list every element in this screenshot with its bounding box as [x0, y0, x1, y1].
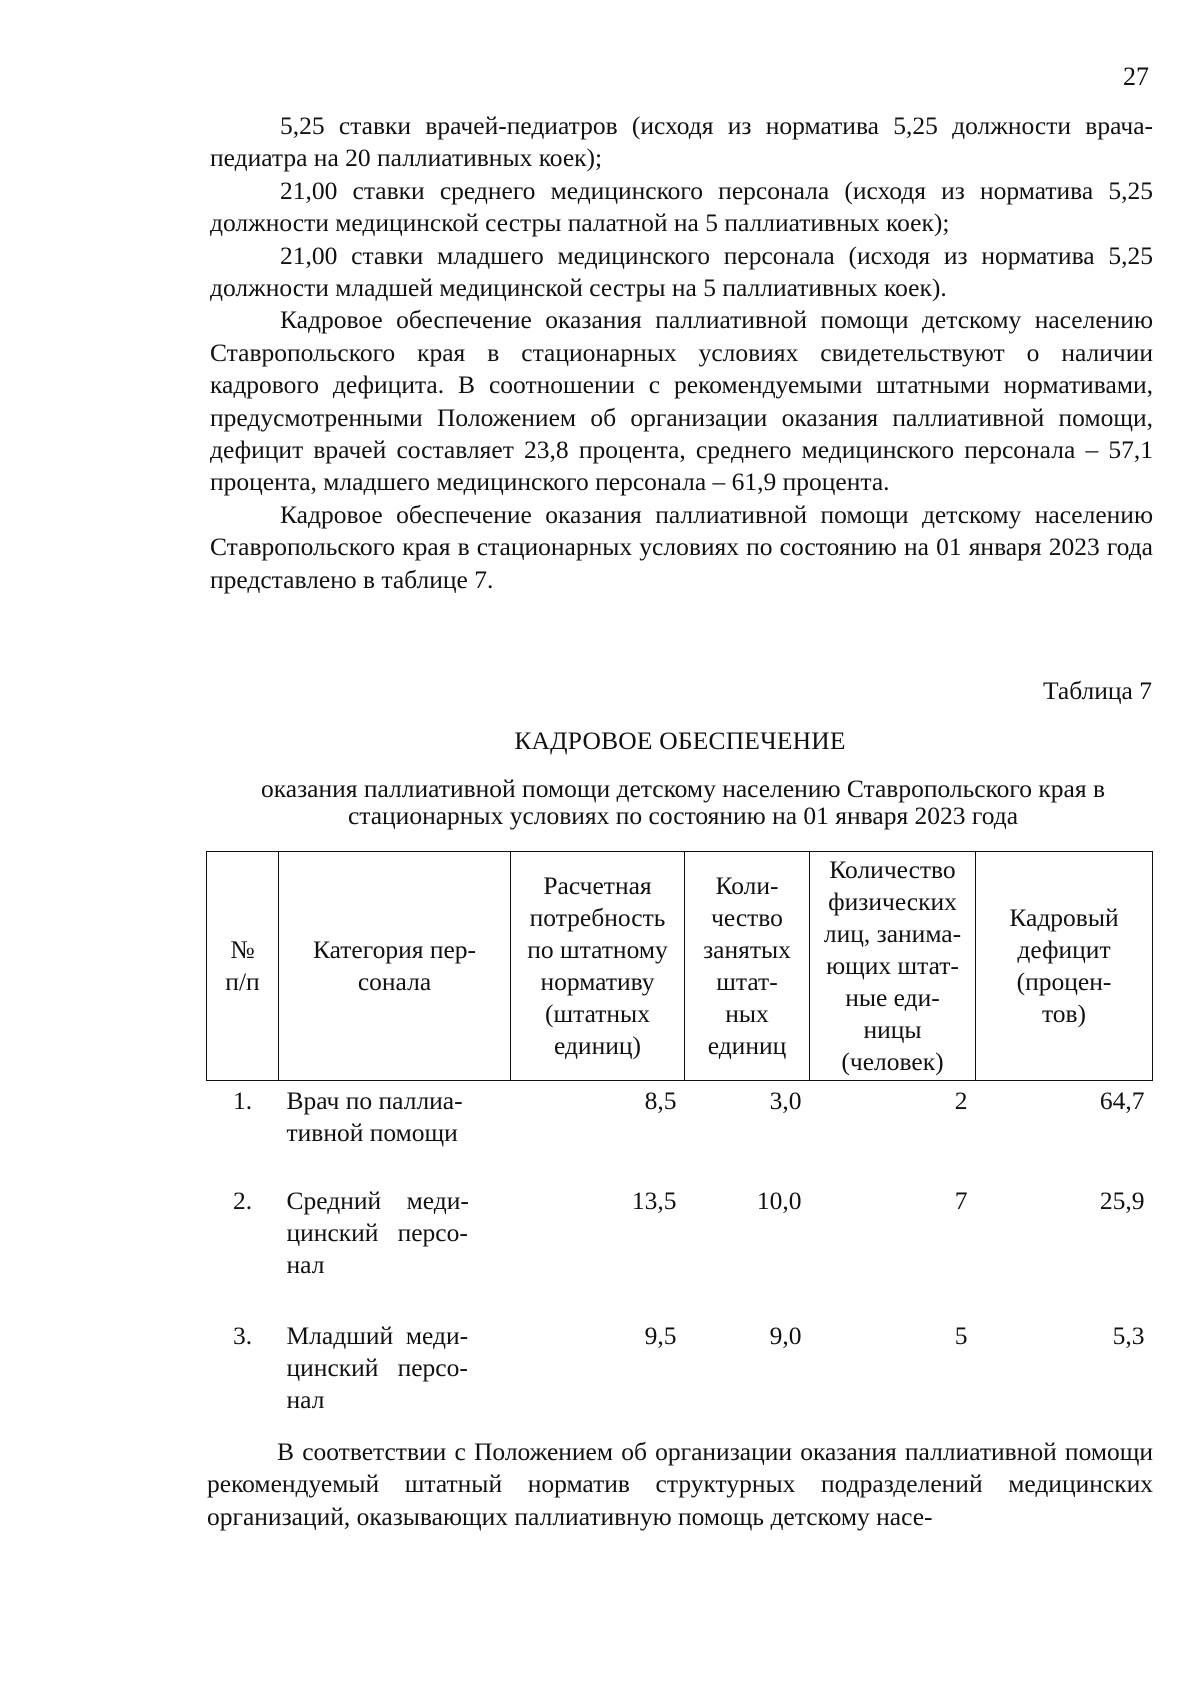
cell-occupied: 3,0	[769, 1086, 802, 1115]
intro-text	[210, 110, 1153, 596]
cell-number: 3.	[232, 1321, 253, 1350]
header-persons: Количество физических лиц, занима- ющих штат- ные еди- ницы (человек)	[810, 852, 976, 1081]
paragraph-mid-staff: 21,00 ставки среднего медицинского персонала (исходя из норматива 5,25 должности медицинской сестры палатной на 5 паллиативных коек);	[210, 175, 1153, 238]
paragraph-pediatricians: 5,25 ставки врачей-педиатров (исходя из норматива 5,25 должности врача-педиатра на 20 паллиативных коек);	[210, 111, 1153, 173]
cell-required: 8,5	[644, 1086, 677, 1115]
header-number: № п/п	[207, 852, 279, 1081]
table-row	[207, 1181, 1153, 1316]
paragraph-staff-deficit: Кадровое обеспечение оказания паллиативной помощи детскому населению Ставропольского края в стационарных условиях свидетельствуют о наличии кадрового дефицита. В соотношении с рекомендуемыми штатными нормативами, предусмотренными Положением об организации оказания паллиативной помощи, дефицит врачей составляет 23,8 процента, среднего медицинского персонала – 57,1 процента, младшего медицинского персонала – 61,9 процента.	[210, 305, 1153, 497]
paragraph-junior-staff: 21,00 ставки младшего медицинского персонала (исходя из норматива 5,25 должности младшей медицинской сестры на 5 паллиативных коек).	[210, 240, 1153, 303]
table-title: КАДРОВОЕ ОБЕСПЕЧЕНИЕ	[514, 726, 846, 755]
cell-deficit: 64,7	[1099, 1086, 1145, 1115]
cell-category: Средний меди- цинский персо- нал	[286, 1186, 469, 1279]
closing-text	[207, 1436, 1153, 1533]
table-row	[207, 1081, 1153, 1182]
cell-category: Врач по паллиа- тивной помощи	[286, 1086, 463, 1147]
cell-category: Младший меди- цинский персо- нал	[286, 1321, 469, 1414]
table-header-row	[207, 852, 1153, 1081]
cell-occupied: 9,0	[769, 1321, 802, 1350]
cell-persons: 7	[954, 1186, 968, 1215]
header-deficit: Кадровый дефицит (процен- тов)	[976, 852, 1153, 1081]
staffing-table	[206, 851, 1153, 1448]
cell-number: 1.	[232, 1086, 253, 1115]
table-subtitle: оказания паллиативной помощи детскому населению Ставропольского края в стационарных условиях по состоянию на 01 января 2023 года	[261, 774, 1105, 830]
cell-required: 13,5	[631, 1186, 677, 1215]
cell-deficit: 25,9	[1099, 1186, 1145, 1215]
cell-required: 9,5	[644, 1321, 677, 1350]
cell-occupied: 10,0	[756, 1186, 802, 1215]
cell-deficit: 5,3	[1112, 1321, 1145, 1350]
cell-persons: 5	[954, 1321, 968, 1350]
cell-number: 2.	[232, 1186, 253, 1215]
paragraph-closing: В соответствии с Положением об организации оказания паллиативной помощи рекомендуемый штатный норматив структурных подразделений медицинских организаций, оказывающих паллиативную помощь детскому насе-	[207, 1437, 1153, 1531]
header-category: Категория пер- сонала	[279, 852, 511, 1081]
header-required: Расчетная потребность по штатному нормативу (штатных единиц)	[511, 852, 685, 1081]
page-number: 27	[1123, 62, 1149, 91]
table-row	[207, 1316, 1153, 1448]
header-occupied: Коли- чество занятых штат- ных единиц	[685, 852, 810, 1081]
table-label: Таблица 7	[1042, 676, 1152, 705]
paragraph-table-reference: Кадровое обеспечение оказания паллиативной помощи детскому населению Ставропольского края в стационарных условиях по состоянию на 01 января 2023 года представлено в таблице 7.	[210, 499, 1153, 594]
cell-persons: 2	[954, 1086, 968, 1115]
